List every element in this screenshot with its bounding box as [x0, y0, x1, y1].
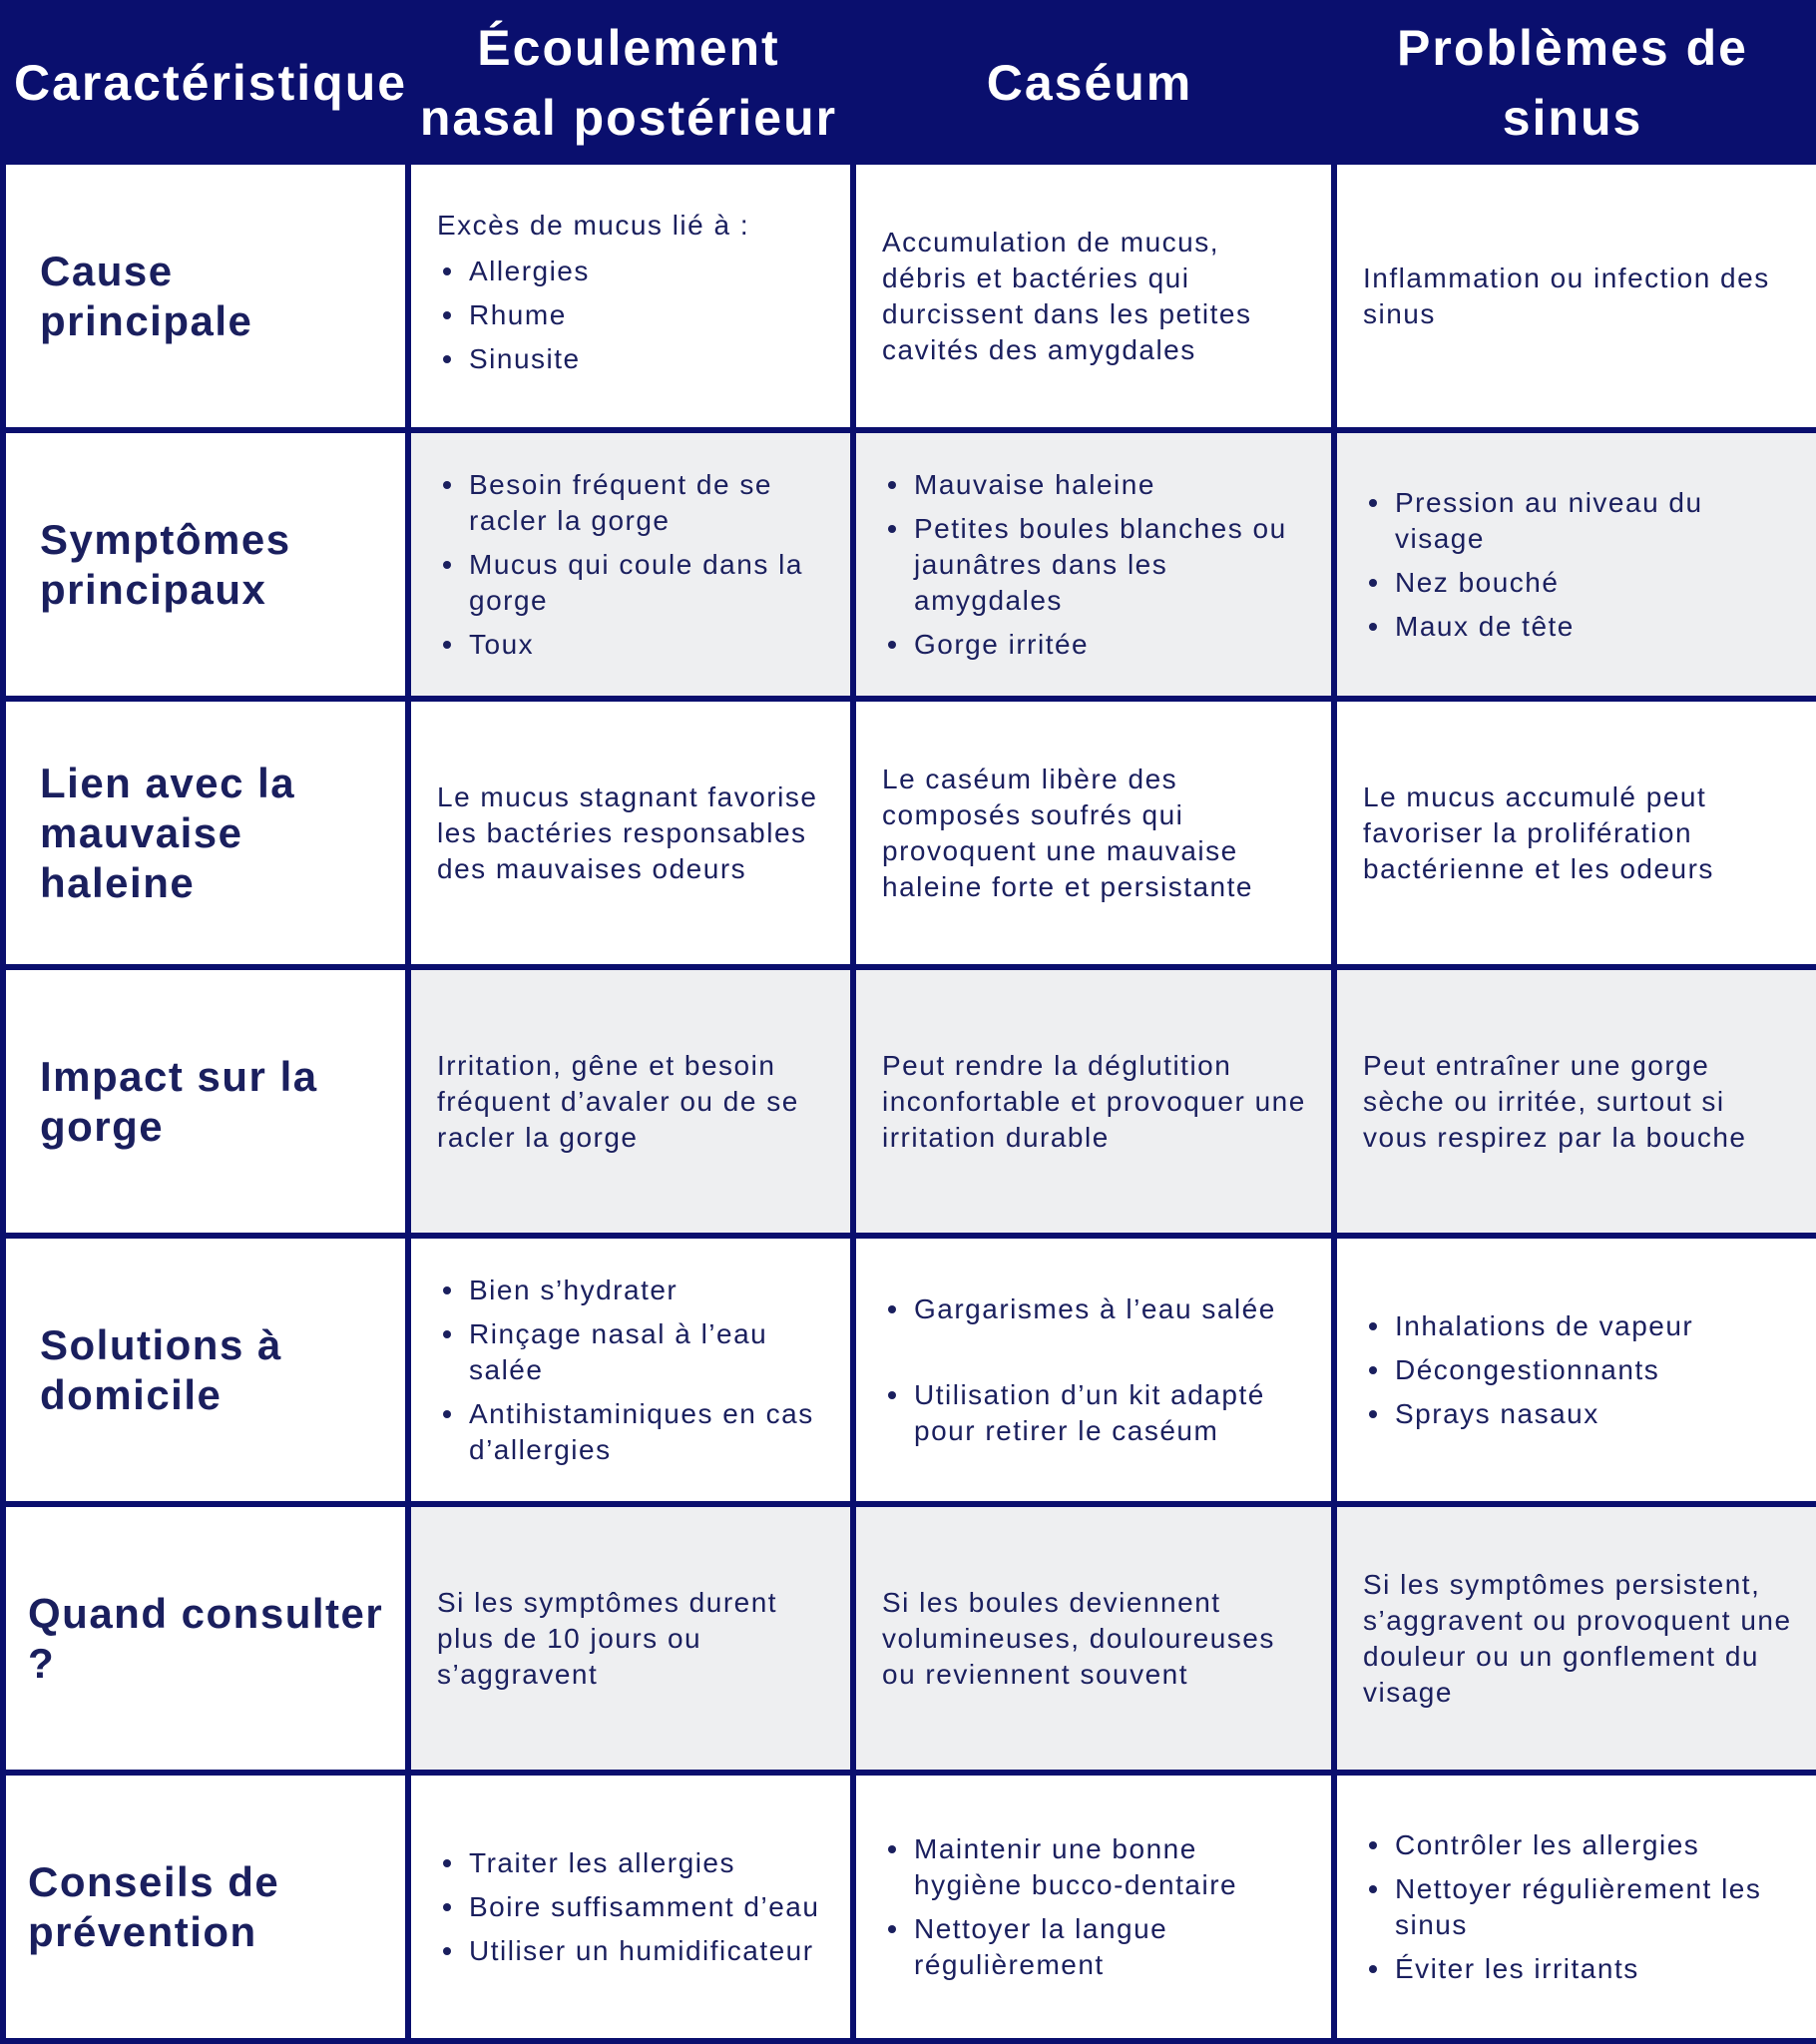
bullet-list	[1363, 1827, 1798, 1987]
cell-prevention-caseum	[856, 1776, 1331, 2038]
cell-text: Le caséum libère des composés soufrés qui provoquent une mauvaise haleine forte et persistante	[882, 763, 1253, 902]
cell-remedies-sinus	[1337, 1239, 1816, 1501]
list-item: Besoin fréquent de se racler la gorge	[437, 467, 832, 539]
cell-remedies-caseum	[856, 1239, 1331, 1501]
bullet-list	[1363, 1308, 1798, 1432]
list-item: Maintenir une bonne hygiène bucco-dentaire	[882, 1831, 1313, 1903]
cell-text: Irritation, gêne et besoin fréquent d’avaler ou de se racler la gorge	[437, 1049, 799, 1153]
list-item: Allergies	[437, 254, 832, 289]
cell-text: Le mucus accumulé peut favoriser la prolifération bactérienne et les odeurs	[1363, 780, 1714, 884]
cell-prevention-sinus	[1337, 1776, 1816, 2038]
cell-consult-sinus	[1337, 1507, 1816, 1770]
list-item: Contrôler les allergies	[1363, 1827, 1798, 1863]
list-item: Sprays nasaux	[1363, 1396, 1798, 1432]
bullet-list	[1363, 485, 1798, 645]
cell-intro: Excès de mucus lié à :	[437, 209, 750, 241]
list-item: Nez bouché	[1363, 565, 1798, 601]
cell-breath-sinus	[1337, 702, 1816, 964]
list-item: Pression au niveau du visage	[1363, 485, 1798, 557]
list-item: Nettoyer régulièrement les sinus	[1363, 1871, 1798, 1943]
cell-text: Inflammation ou infection des sinus	[1363, 261, 1770, 329]
table-body	[6, 165, 1810, 2038]
list-item: Petites boules blanches ou jaunâtres dans les amygdales	[882, 511, 1313, 619]
bullet-list	[882, 1831, 1313, 1983]
list-item: Rinçage nasal à l’eau salée	[437, 1316, 832, 1388]
cell-text: Si les boules deviennent volumineuses, douloureuses ou reviennent souvent	[882, 1586, 1275, 1690]
list-item: Bien s’hydrater	[437, 1273, 832, 1308]
header-characteristic: Caractéristique	[14, 54, 408, 111]
row-label-home-remedies: Solutions à domicile	[6, 1239, 405, 1501]
list-item: Mauvaise haleine	[882, 467, 1313, 503]
cell-consult-caseum	[856, 1507, 1331, 1770]
cell-text: Le mucus stagnant favorise les bactéries responsables des mauvaises odeurs	[437, 780, 818, 884]
bullet-list	[437, 467, 832, 663]
table-header	[0, 0, 1816, 165]
list-item: Utiliser un humidificateur	[437, 1933, 832, 1969]
cell-consult-ecoulement	[411, 1507, 850, 1770]
cell-text: Peut rendre la déglutition inconfortable et provoquer une irritation durable	[882, 1049, 1306, 1153]
cell-breath-caseum	[856, 702, 1331, 964]
bullet-list	[437, 254, 832, 377]
list-item: Nettoyer la langue régulièrement	[882, 1911, 1313, 1983]
cell-prevention-ecoulement	[411, 1776, 850, 2038]
list-item: Utilisation d’un kit adapté pour retirer le caséum	[882, 1377, 1313, 1449]
header-postnasal-drip: Écoulement nasal postérieur	[419, 19, 838, 146]
list-item: Traiter les allergies	[437, 1845, 832, 1881]
row-label-when-to-consult: Quand consulter ?	[6, 1507, 405, 1770]
cell-cause-caseum	[856, 165, 1331, 427]
cell-text: Peut entraîner une gorge sèche ou irritée, surtout si vous respirez par la bouche	[1363, 1049, 1747, 1153]
list-item: Sinusite	[437, 341, 832, 377]
cell-throat-sinus	[1337, 970, 1816, 1233]
list-item: Boire suffisamment d’eau	[437, 1889, 832, 1925]
list-item: Antihistaminiques en cas d’allergies	[437, 1396, 832, 1468]
bullet-list	[882, 1291, 1313, 1449]
list-item: Éviter les irritants	[1363, 1951, 1798, 1987]
cell-symptoms-caseum	[856, 433, 1331, 696]
row-label-cause: Cause principale	[6, 165, 405, 427]
list-item: Gorge irritée	[882, 627, 1313, 663]
row-label-prevention: Conseils de prévention	[6, 1776, 405, 2038]
list-item: Décongestionnants	[1363, 1352, 1798, 1388]
row-label-bad-breath: Lien avec la mauvaise haleine	[6, 702, 405, 964]
cell-text: Si les symptômes persistent, s’aggravent ou provoquent une douleur ou un gonflement du visage	[1363, 1568, 1792, 1708]
bullet-list	[437, 1845, 832, 1969]
cell-text: Accumulation de mucus, débris et bactéries qui durcissent dans les petites cavités des amygdales	[882, 226, 1252, 365]
header-sinus-problems: Problèmes de sinus	[1397, 19, 1748, 146]
cell-symptoms-sinus	[1337, 433, 1816, 696]
cell-remedies-ecoulement	[411, 1239, 850, 1501]
list-item: Gargarismes à l’eau salée	[882, 1291, 1313, 1327]
list-item: Maux de tête	[1363, 609, 1798, 645]
list-item: Rhume	[437, 297, 832, 333]
list-item: Mucus qui coule dans la gorge	[437, 547, 832, 619]
cell-breath-ecoulement	[411, 702, 850, 964]
list-item: Inhalations de vapeur	[1363, 1308, 1798, 1344]
header-tonsil-stones: Caséum	[986, 54, 1193, 111]
cell-symptoms-ecoulement	[411, 433, 850, 696]
cell-throat-caseum	[856, 970, 1331, 1233]
bullet-list	[437, 1273, 832, 1468]
cell-throat-ecoulement	[411, 970, 850, 1233]
row-label-throat-impact: Impact sur la gorge	[6, 970, 405, 1233]
cell-cause-sinus	[1337, 165, 1816, 427]
cell-cause-ecoulement	[411, 165, 850, 427]
list-item: Toux	[437, 627, 832, 663]
cell-text: Si les symptômes durent plus de 10 jours ou s’aggravent	[437, 1586, 778, 1690]
bullet-list	[882, 467, 1313, 663]
row-label-symptoms: Symptômes principaux	[6, 433, 405, 696]
